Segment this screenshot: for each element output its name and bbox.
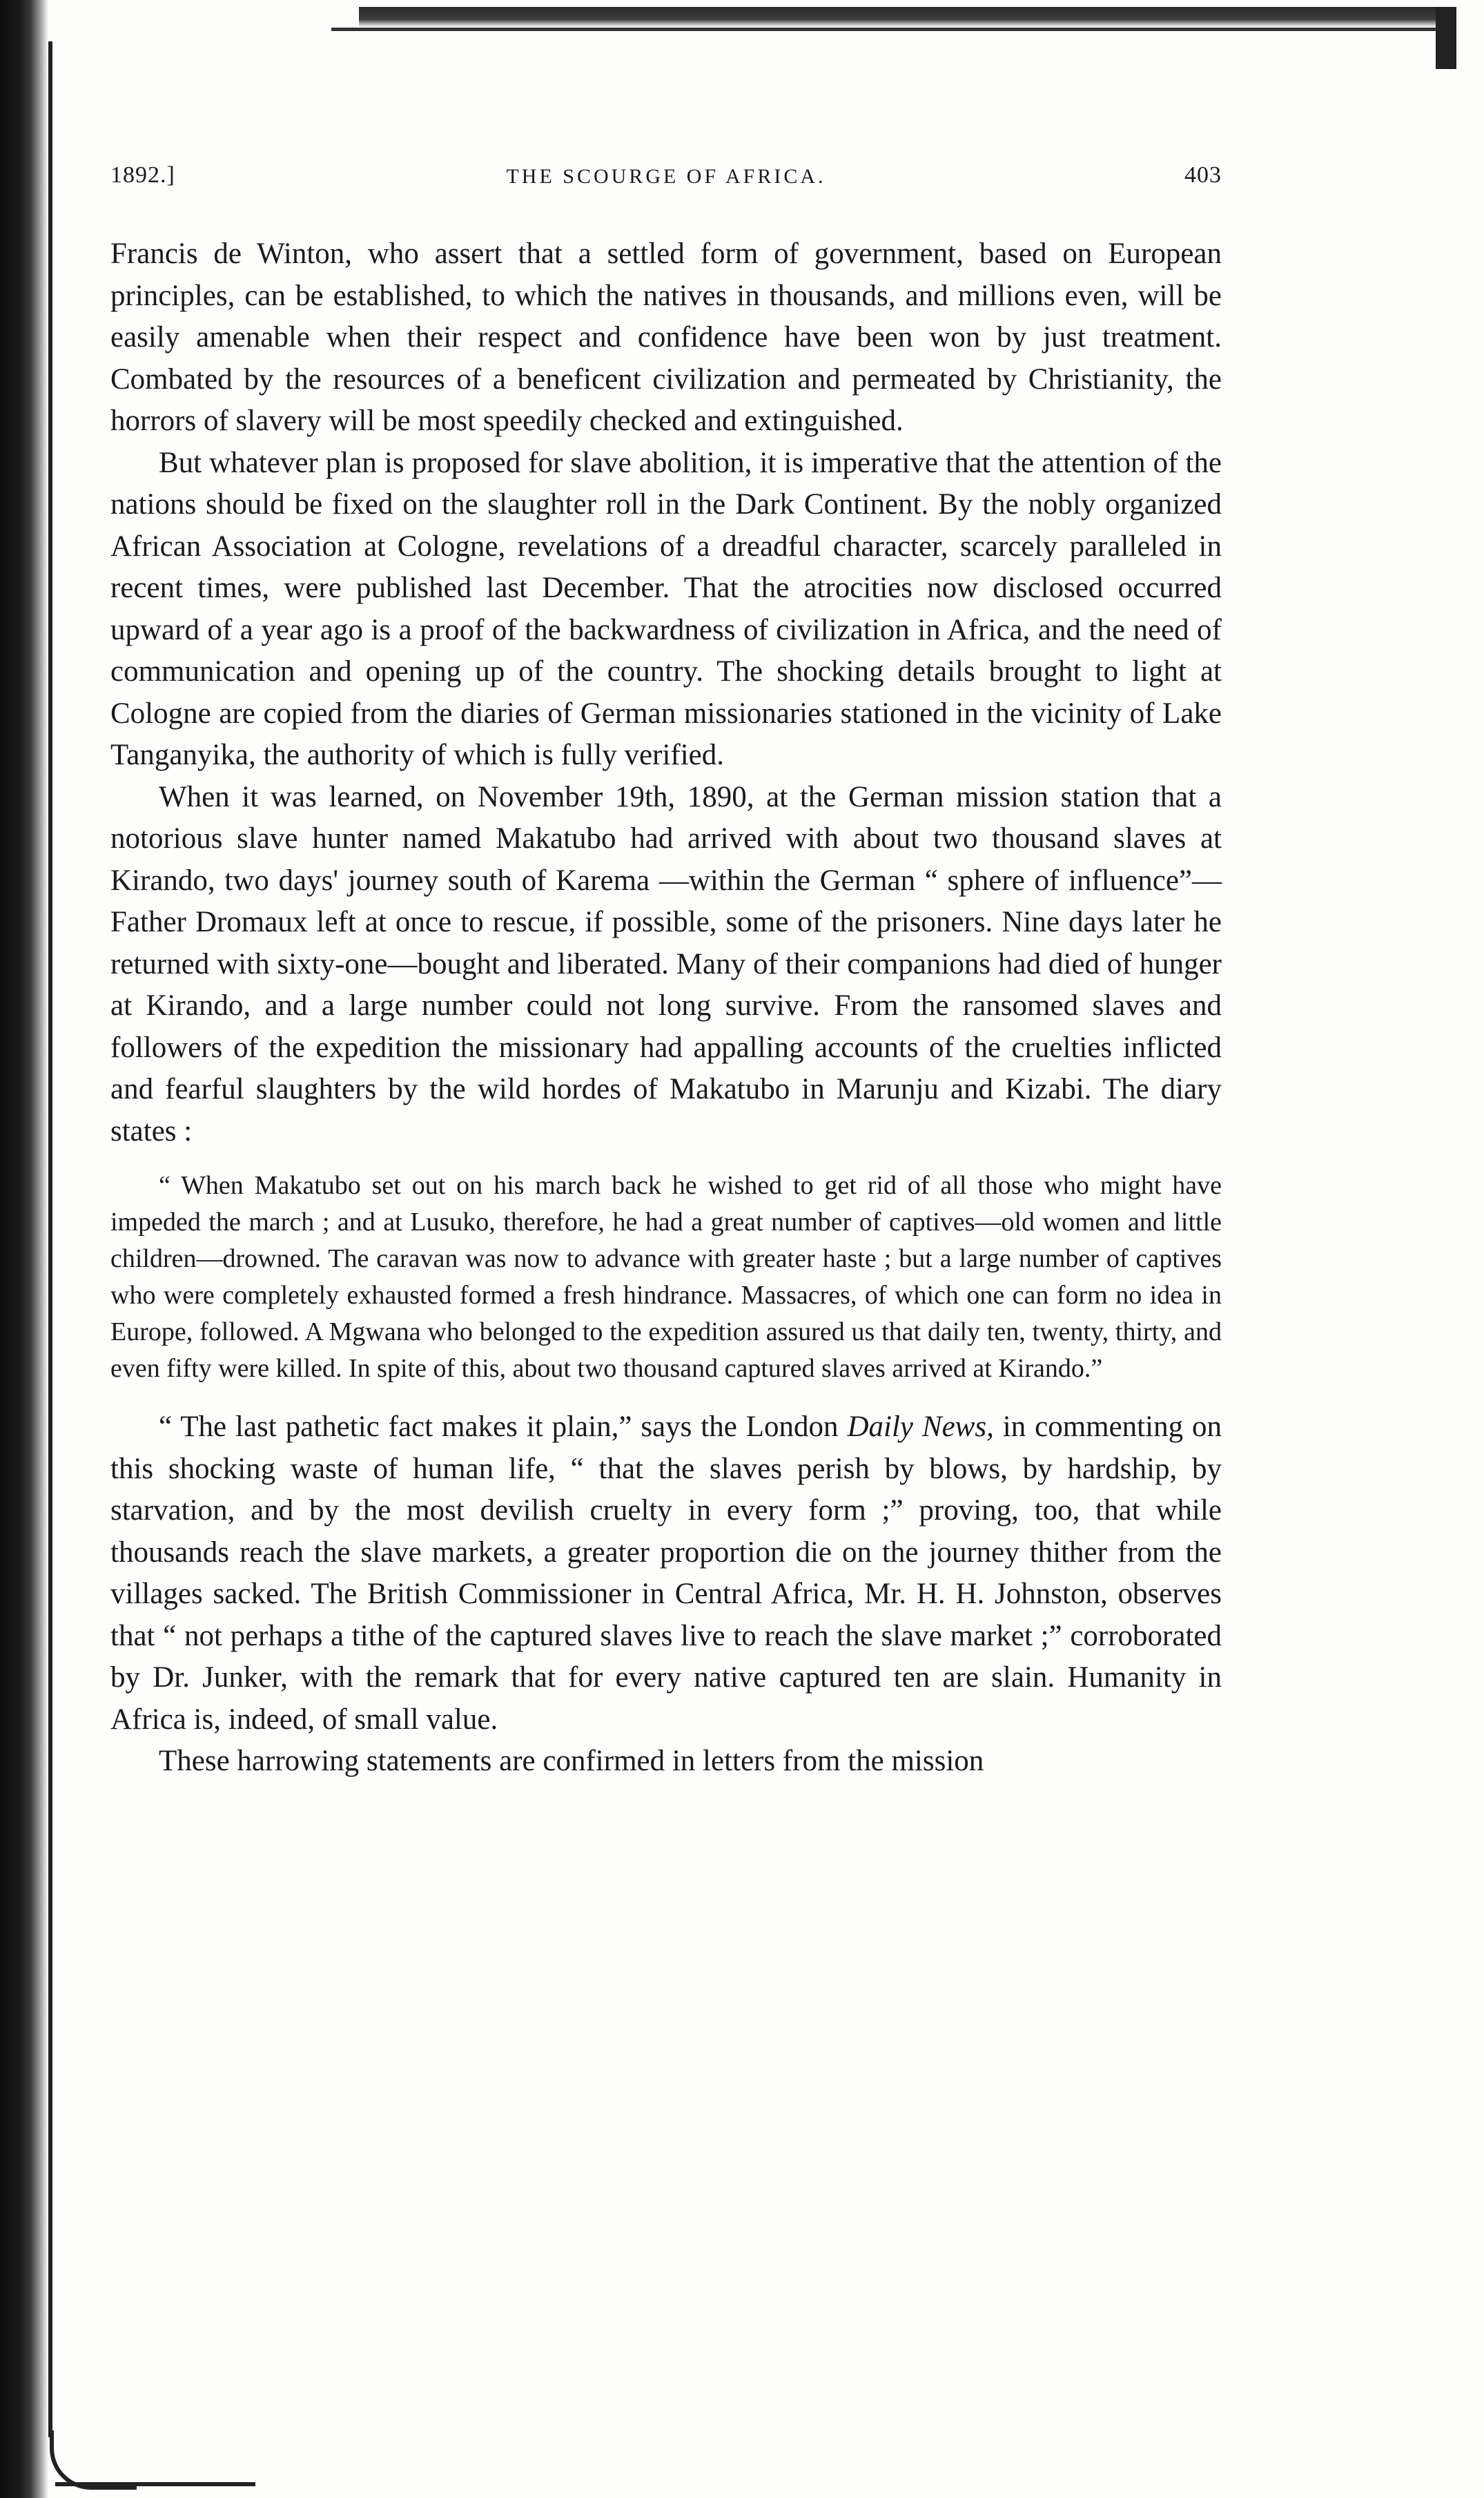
body-text [110, 233, 1222, 1783]
running-header [110, 162, 1222, 204]
paragraph-4 [110, 1406, 1222, 1741]
paragraph-1: Francis de Winton, who assert that a settled form of government, based on European principles, can be established, to which the natives in thousands, and millions even, will be easily amenable when their respect and confidence have been won by just treatment. Combated by the resources of a beneficent civilization and permeated by Christianity, the horrors of slavery will be most speedily checked and extinguished. [110, 238, 1222, 437]
paragraph-2: But whatever plan is proposed for slave abolition, it is imperative that the attention of the nations should be fixed on the slaughter roll in the Dark Continent. By the nobly organized African Association at Cologne, revelations of a dreadful character, scarcely paralleled in recent times, were published last December. That the atrocities now disclosed occurred upward of a year ago is a proof of the backwardness of civilization in Africa, and the need of communication and opening up of the country. The shocking details brought to light at Cologne are copied from the diaries of German missionaries stationed in the vicinity of Lake Tanganyika, the authority of which is fully verified. [110, 446, 1222, 771]
newspaper-name: Daily News, [847, 1411, 994, 1443]
page-left-border [48, 41, 52, 2437]
page-corner-shadow [1436, 7, 1456, 69]
page-top-border [331, 28, 1436, 31]
page-number: 403 [1184, 162, 1222, 188]
book-spine-shadow [0, 0, 48, 2498]
paragraph-4-part2: in commenting on this shocking waste of human life, “ that the slaves perish by blows, by hardship, by starvation, and by the most devilish cruelty in every form ;” proving, too, that while thousands reach the slave markets, a greater proportion die on the journey thither from the villages sacked. The British Commissioner in Central Africa, Mr. H. H. Johnston, observes that “ not perhaps a tithe of the captured slaves live to reach the slave market ;” corroborated by Dr. Junker, with the remark that for every native captured ten are slain. Humanity in Africa is, indeed, of small value. [110, 1411, 1222, 1736]
header-title: THE SCOURGE OF AFRICA. [506, 165, 826, 188]
paragraph-3: When it was learned, on November 19th, 1890, at the German mission station that a notorious slave hunter named Makatubo had arrived with about two thousand slaves at Kirando, two days' journey south of Karema —within the German “ sphere of influence”—Father Dromaux left at once to rescue, if possible, some of the prisoners. Nine days later he returned with sixty-one—bought and liberated. Many of their companions had died of hunger at Kirando, and a large number could not long survive. From the ransomed slaves and followers of the expedition the missionary had appalling accounts of the cruelties inflicted and fearful slaughters by the wild hordes of Makatubo in Marunju and Kizabi. The diary states : [110, 780, 1222, 1148]
header-year: 1892.] [110, 162, 175, 188]
quote-text: “ When Makatubo set out on his march back he wished to get rid of all those who might have impeded the march ; and at Lusuko, therefore, he had a great number of captives—old women and little children—drowned. The caravan was now to advance with greater haste ; but a large number of captives who were completely exhausted formed a fresh hindrance. Massacres, of which one can form no idea in Europe, followed. A Mgwana who belonged to the expedition assured us that daily ten, twenty, thirty, and even fifty were killed. In spite of this, about two thousand captured slaves arrived at Kirando.” [110, 1171, 1222, 1383]
diary-quote [110, 1168, 1222, 1387]
page-bottom-border [55, 2482, 255, 2486]
paragraph-5: These harrowing statements are confirmed in letters from the mission [159, 1745, 984, 1777]
paragraph-4-part1: “ The last pathetic fact makes it plain,” says the London [159, 1411, 848, 1443]
page-bottom-curl [50, 2430, 137, 2490]
page-top-shadow [359, 7, 1436, 28]
